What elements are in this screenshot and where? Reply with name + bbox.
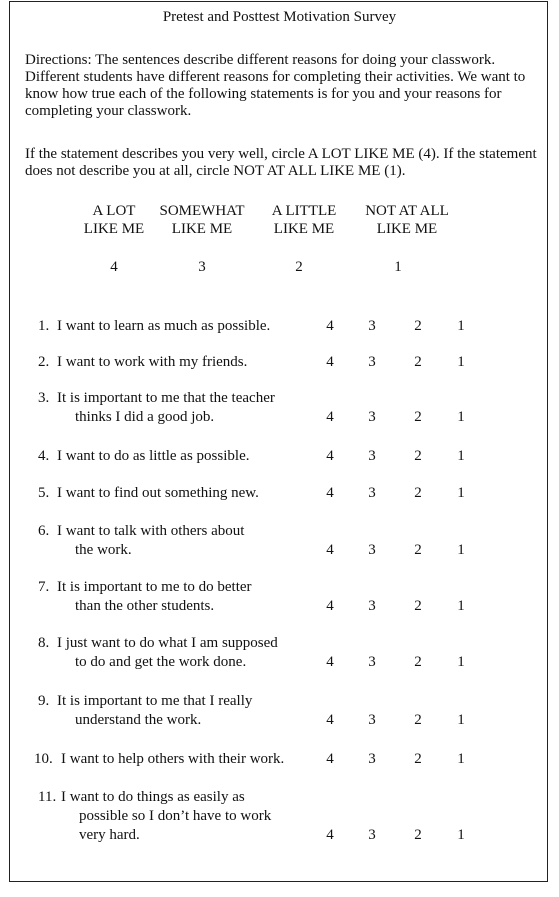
item-statement: [57, 692, 252, 730]
rating-option-1[interactable]: 1: [457, 485, 465, 501]
rating-option-2[interactable]: 2: [414, 409, 422, 425]
instruction-text: If the statement describes you very well, circle A LOT LIKE ME (4). If the statement does not describe you at all, circle NOT AT ALL LIKE ME (1).: [25, 146, 537, 179]
rating-option-4[interactable]: 4: [326, 542, 334, 558]
rating-option-1[interactable]: 1: [457, 598, 465, 614]
item-number: 2.: [38, 354, 50, 370]
item-number: 11.: [38, 789, 57, 805]
item-line-3: very hard.: [79, 827, 140, 843]
item-number: 9.: [38, 693, 50, 709]
item-line-1: I want to learn as much as possible.: [57, 318, 271, 334]
item-statement: [57, 578, 252, 616]
item-line-2: understand the work.: [75, 712, 202, 728]
rating-option-3[interactable]: 3: [368, 318, 376, 334]
item-line-1: It is important to me that the teacher: [57, 390, 275, 406]
rating-option-3[interactable]: 3: [368, 751, 376, 767]
rating-option-4[interactable]: 4: [326, 485, 334, 501]
rating-option-2[interactable]: 2: [414, 751, 422, 767]
scale-value-4: 4: [110, 259, 118, 275]
survey-title: Pretest and Posttest Motivation Survey: [162, 9, 397, 25]
rating-option-2[interactable]: 2: [414, 654, 422, 670]
item-statement: [57, 484, 259, 503]
rating-option-2[interactable]: 2: [414, 598, 422, 614]
scale-label-a-little: A LITTLE LIKE ME: [271, 203, 337, 237]
item-number: 5.: [38, 485, 50, 501]
scale-value-1: 1: [394, 259, 402, 275]
item-line-1: It is important to me that I really: [57, 693, 253, 709]
item-statement: [57, 447, 249, 466]
rating-option-1[interactable]: 1: [457, 354, 465, 370]
item-line-2: the work.: [75, 542, 132, 558]
rating-option-4[interactable]: 4: [326, 409, 334, 425]
item-number: 1.: [38, 318, 50, 334]
rating-option-4[interactable]: 4: [326, 354, 334, 370]
rating-option-1[interactable]: 1: [457, 318, 465, 334]
item-line-1: I want to do things as easily as: [61, 789, 245, 805]
scale-label-somewhat: SOMEWHAT LIKE ME: [159, 203, 245, 237]
item-line-1: I want to help others with their work.: [61, 751, 285, 767]
item-statement: [61, 750, 284, 769]
item-statement: [57, 634, 278, 672]
rating-option-3[interactable]: 3: [368, 354, 376, 370]
item-line-2: than the other students.: [75, 598, 215, 614]
rating-option-1[interactable]: 1: [457, 448, 465, 464]
rating-option-2[interactable]: 2: [414, 354, 422, 370]
item-line-2: possible so I don’t have to work: [79, 808, 272, 824]
rating-option-1[interactable]: 1: [457, 827, 465, 843]
rating-option-2[interactable]: 2: [414, 712, 422, 728]
rating-option-1[interactable]: 1: [457, 409, 465, 425]
item-line-1: It is important to me to do better: [57, 579, 252, 595]
scale-label-a-lot: A LOT LIKE ME: [83, 203, 145, 237]
rating-option-1[interactable]: 1: [457, 751, 465, 767]
rating-option-1[interactable]: 1: [457, 542, 465, 558]
rating-option-4[interactable]: 4: [326, 751, 334, 767]
rating-option-4[interactable]: 4: [326, 318, 334, 334]
rating-option-3[interactable]: 3: [368, 827, 376, 843]
rating-option-4[interactable]: 4: [326, 827, 334, 843]
rating-option-2[interactable]: 2: [414, 542, 422, 558]
rating-option-3[interactable]: 3: [368, 542, 376, 558]
item-number: 7.: [38, 579, 50, 595]
item-statement: [57, 317, 270, 336]
item-number: 4.: [38, 448, 50, 464]
item-line-2: to do and get the work done.: [75, 654, 247, 670]
rating-option-1[interactable]: 1: [457, 712, 465, 728]
directions-text: Directions: The sentences describe different reasons for doing your classwork. Different students have different reasons for completing their activities. We want to know how true each of the following statements is for you and your reasons for completing your classwork.: [25, 52, 526, 119]
rating-option-3[interactable]: 3: [368, 598, 376, 614]
item-line-1: I want to find out something new.: [57, 485, 259, 501]
item-statement: [61, 788, 271, 845]
item-statement: [57, 389, 275, 427]
item-line-1: I just want to do what I am supposed: [57, 635, 278, 651]
item-line-2: thinks I did a good job.: [75, 409, 215, 425]
rating-option-3[interactable]: 3: [368, 448, 376, 464]
rating-option-3[interactable]: 3: [368, 409, 376, 425]
rating-option-2[interactable]: 2: [414, 318, 422, 334]
item-line-1: I want to do as little as possible.: [57, 448, 250, 464]
item-number: 6.: [38, 523, 50, 539]
scale-value-2: 2: [295, 259, 303, 275]
item-number: 3.: [38, 390, 50, 406]
rating-option-3[interactable]: 3: [368, 485, 376, 501]
rating-option-2[interactable]: 2: [414, 827, 422, 843]
rating-option-3[interactable]: 3: [368, 712, 376, 728]
item-number: 8.: [38, 635, 50, 651]
rating-option-2[interactable]: 2: [414, 448, 422, 464]
item-statement: [57, 522, 244, 560]
rating-option-4[interactable]: 4: [326, 598, 334, 614]
item-number: 10.: [34, 751, 53, 767]
rating-option-4[interactable]: 4: [326, 712, 334, 728]
rating-option-1[interactable]: 1: [457, 654, 465, 670]
rating-option-4[interactable]: 4: [326, 448, 334, 464]
item-line-1: I want to talk with others about: [57, 523, 245, 539]
rating-option-3[interactable]: 3: [368, 654, 376, 670]
scale-label-not-at-all: NOT AT ALL LIKE ME: [365, 203, 449, 237]
rating-option-4[interactable]: 4: [326, 654, 334, 670]
item-line-1: I want to work with my friends.: [57, 354, 248, 370]
rating-option-2[interactable]: 2: [414, 485, 422, 501]
item-statement: [57, 353, 247, 372]
scale-value-3: 3: [198, 259, 206, 275]
